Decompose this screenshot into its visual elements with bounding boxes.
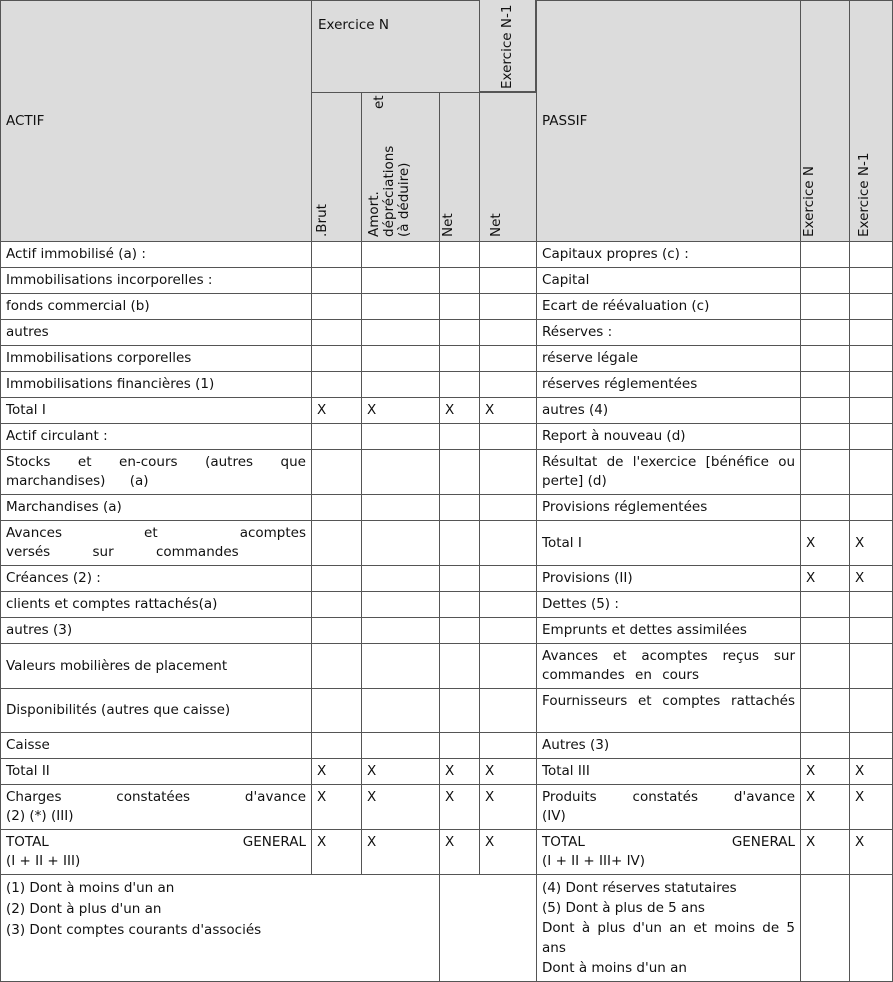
note-actif-2: (2) Dont à plus d'un an [6, 901, 162, 917]
passif-label [537, 785, 801, 830]
header-amort-line2: dépréciations [381, 145, 397, 237]
notes-actif [1, 875, 440, 982]
passif-label [537, 830, 801, 875]
mark: X [850, 830, 893, 875]
passif-label: Provisions (II) [537, 566, 801, 592]
actif-label: Marchandises (a) [1, 495, 312, 521]
header-actif-exercice-n1-label: Exercice N-1 [499, 4, 515, 89]
mark: X [801, 759, 850, 785]
mark: X [850, 566, 893, 592]
passif-label: Emprunts et dettes assimilées [537, 618, 801, 644]
actif-label-line1: TOTAL GENERAL [6, 834, 306, 850]
actif-label-line1: Charges constatées d'avance [6, 789, 306, 805]
mark: X [480, 785, 537, 830]
mark: X [480, 759, 537, 785]
actif-label: Stocks et en-cours (autres que marchandises) (a) [1, 450, 312, 495]
actif-label: Valeurs mobilières de placement [1, 644, 312, 689]
note-actif-3: (3) Dont comptes courants d'associés [6, 922, 262, 938]
actif-label: Disponibilités (autres que caisse) [1, 689, 312, 733]
actif-label: Total I [1, 398, 312, 424]
header-passif-exercice-n1 [850, 1, 893, 242]
note-passif-5b: Dont à plus d'un an et moins de 5 ans [542, 920, 796, 956]
mark: X [440, 398, 480, 424]
mark: X [362, 830, 440, 875]
actif-label: Immobilisations incorporelles : [1, 268, 312, 294]
header-actif: ACTIF [1, 1, 312, 242]
mark: X [801, 521, 850, 566]
header-actif-exercice-n1 [479, 0, 536, 92]
passif-label: autres (4) [537, 398, 801, 424]
actif-label: Créances (2) : [1, 566, 312, 592]
mark: X [362, 398, 440, 424]
actif-label [1, 830, 312, 875]
actif-label: Immobilisations corporelles [1, 346, 312, 372]
passif-label-line1: TOTAL GENERAL [542, 834, 796, 850]
mark: X [801, 830, 850, 875]
passif-label: Autres (3) [537, 733, 801, 759]
mark: X [312, 759, 362, 785]
mark: X [850, 759, 893, 785]
note-passif-5c: Dont à moins d'un an [542, 960, 687, 976]
mark: X [362, 759, 440, 785]
header-amort-line3: (à déduire) [396, 162, 412, 237]
header-passif-exercice-n [801, 1, 850, 242]
passif-label: Réserves : [537, 320, 801, 346]
mark: X [850, 521, 893, 566]
actif-label: Actif immobilisé (a) : [1, 242, 312, 268]
actif-label: clients et comptes rattachés(a) [1, 592, 312, 618]
note-passif-4: (4) Dont réserves statutaires [542, 880, 737, 896]
mark: X [480, 398, 537, 424]
header-exercice-n: Exercice N [312, 1, 537, 93]
header-brut-label: .Brut [314, 204, 330, 237]
actif-label: Total II [1, 759, 312, 785]
passif-label-line2: (I + II + III+ IV) [542, 853, 646, 869]
mark: X [312, 785, 362, 830]
passif-label: Fournisseurs et comptes rattachés [537, 689, 801, 733]
passif-label-line1: Produits constatés d'avance [542, 789, 796, 805]
passif-label: réserve légale [537, 346, 801, 372]
header-net [440, 93, 480, 242]
notes-passif [537, 875, 801, 982]
passif-label: Dettes (5) : [537, 592, 801, 618]
header-passif: PASSIF [537, 1, 801, 242]
header-brut [312, 93, 362, 242]
header-net-n1 [480, 93, 537, 242]
actif-label-line2: (I + II + III) [6, 853, 81, 869]
header-passif-exercice-n-label: Exercice N [801, 166, 818, 237]
passif-label: Avances et acomptes reçus sur commandes en cours [537, 644, 801, 689]
note-actif-1: (1) Dont à moins d'un an [6, 880, 175, 896]
actif-label: Caisse [1, 733, 312, 759]
passif-label: Ecart de réévaluation (c) [537, 294, 801, 320]
header-amort [362, 93, 440, 242]
mark: X [440, 785, 480, 830]
passif-label-line2: (IV) [542, 808, 566, 824]
header-amort-et: et [371, 95, 387, 109]
actif-label-line2: (2) (*) (III) [6, 808, 74, 824]
mark: X [312, 398, 362, 424]
mark: X [312, 830, 362, 875]
passif-label: réserves réglementées [537, 372, 801, 398]
passif-label: Capitaux propres (c) : [537, 242, 801, 268]
actif-label: Actif circulant : [1, 424, 312, 450]
actif-label: autres [1, 320, 312, 346]
passif-label: Provisions réglementées [537, 495, 801, 521]
mark: X [440, 759, 480, 785]
actif-label: Immobilisations financières (1) [1, 372, 312, 398]
mark: X [480, 830, 537, 875]
actif-label: Avances et acomptes versés sur commandes [1, 521, 312, 566]
mark: X [850, 785, 893, 830]
header-passif-exercice-n1-label: Exercice N-1 [856, 152, 873, 237]
passif-label: Capital [537, 268, 801, 294]
header-net-label: Net [440, 213, 456, 237]
mark: X [440, 830, 480, 875]
actif-label: autres (3) [1, 618, 312, 644]
mark: X [362, 785, 440, 830]
header-amort-line1: Amort. [366, 191, 382, 237]
passif-label: Total I [537, 521, 801, 566]
actif-label: fonds commercial (b) [1, 294, 312, 320]
passif-label: Report à nouveau (d) [537, 424, 801, 450]
header-net-n1-label: Net [488, 213, 504, 237]
mark: X [801, 785, 850, 830]
actif-label [1, 785, 312, 830]
passif-label: Total III [537, 759, 801, 785]
passif-label: Résultat de l'exercice [bénéfice ou perte] (d) [537, 450, 801, 495]
mark: X [801, 566, 850, 592]
note-passif-5: (5) Dont à plus de 5 ans [542, 900, 705, 916]
